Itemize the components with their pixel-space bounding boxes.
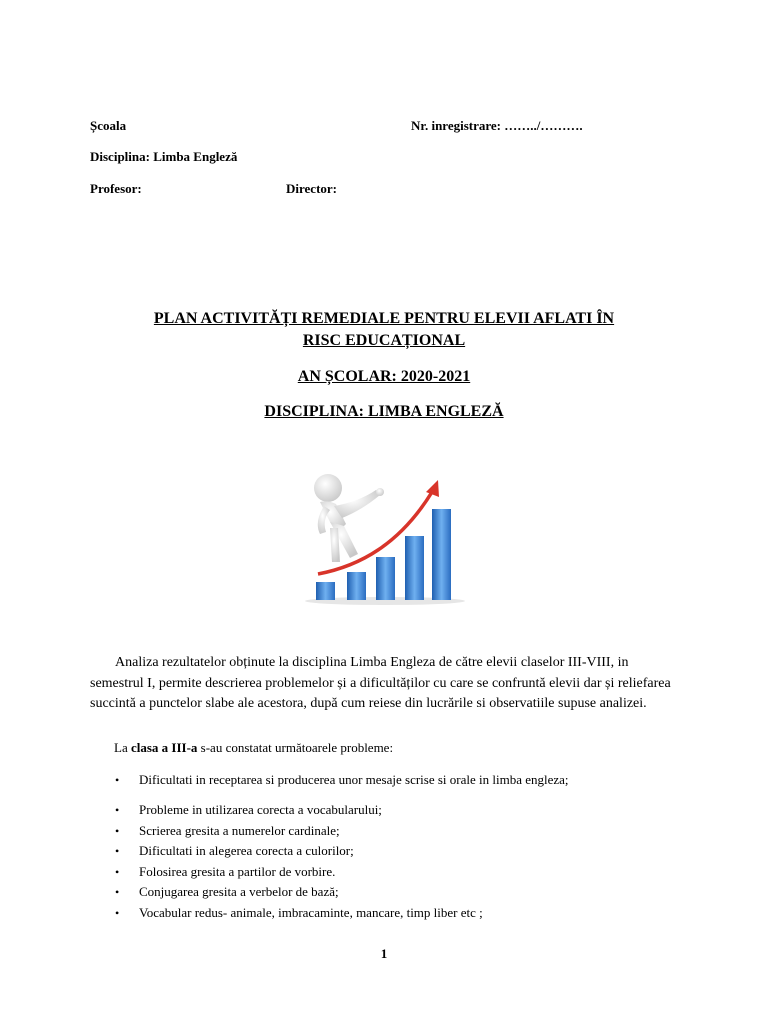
analysis-paragraph: Analiza rezultatelor obținute la disciplina Limba Engleza de către elevii claselor III-VIII, in semestrul I, permite descrierea problemelor și a dificultăților cu care se confruntă elevii dar și reliefarea succintă a punctelor slabe ale acestora, după cum reiese din lucrările si observatiile supuse analizei. — [90, 655, 671, 711]
problems-list-first — [115, 770, 569, 791]
chart-bar-2 — [347, 572, 366, 600]
document-title-line1: PLAN ACTIVITĂȚI REMEDIALE PENTRU ELEVII AFLATI ÎN — [153, 310, 615, 327]
class-statement-suffix: s-au constatat următoarele probleme: — [197, 740, 394, 755]
document-title-line2: RISC EDUCAȚIONAL — [302, 332, 466, 349]
chart-bar-1 — [316, 582, 335, 600]
chart-bar-5 — [432, 509, 451, 600]
registration-number-label: Nr. inregistrare: ……../………. — [411, 118, 583, 133]
list-item: • Folosirea gresita a partilor de vorbire. — [115, 862, 483, 883]
list-item: • Dificultati in receptarea si producerea unor mesaje scrise si orale in limba engleza; — [115, 770, 569, 791]
list-item: • Dificultati in alegerea corecta a culorilor; — [115, 841, 483, 862]
list-item: • Vocabular redus- animale, imbracaminte, mancare, timp liber etc ; — [115, 903, 483, 924]
discipline-label: Disciplina: Limba Engleză — [90, 149, 238, 164]
discipline-heading: DISCIPLINA: LIMBA ENGLEZĂ — [264, 403, 504, 420]
growth-chart-figure-icon — [300, 462, 470, 607]
class-name: clasa a III-a — [130, 740, 198, 755]
class-statement — [114, 740, 393, 756]
page-number: 1 — [380, 946, 388, 961]
problems-list — [115, 800, 483, 923]
chart-bar-3 — [376, 557, 395, 600]
person-figure-icon — [314, 474, 384, 562]
list-item: • Scrierea gresita a numerelor cardinale; — [115, 821, 483, 842]
list-item: • Probleme in utilizarea corecta a vocabularului; — [115, 800, 483, 821]
class-statement-prefix: La — [114, 740, 131, 755]
professor-label: Profesor: — [90, 181, 142, 196]
school-year-heading: AN ȘCOLAR: 2020-2021 — [297, 368, 471, 385]
list-item: • Conjugarea gresita a verbelor de bază; — [115, 882, 483, 903]
director-label: Director: — [286, 181, 338, 196]
chart-bar-4 — [405, 536, 424, 600]
school-label: Școala — [90, 118, 127, 133]
